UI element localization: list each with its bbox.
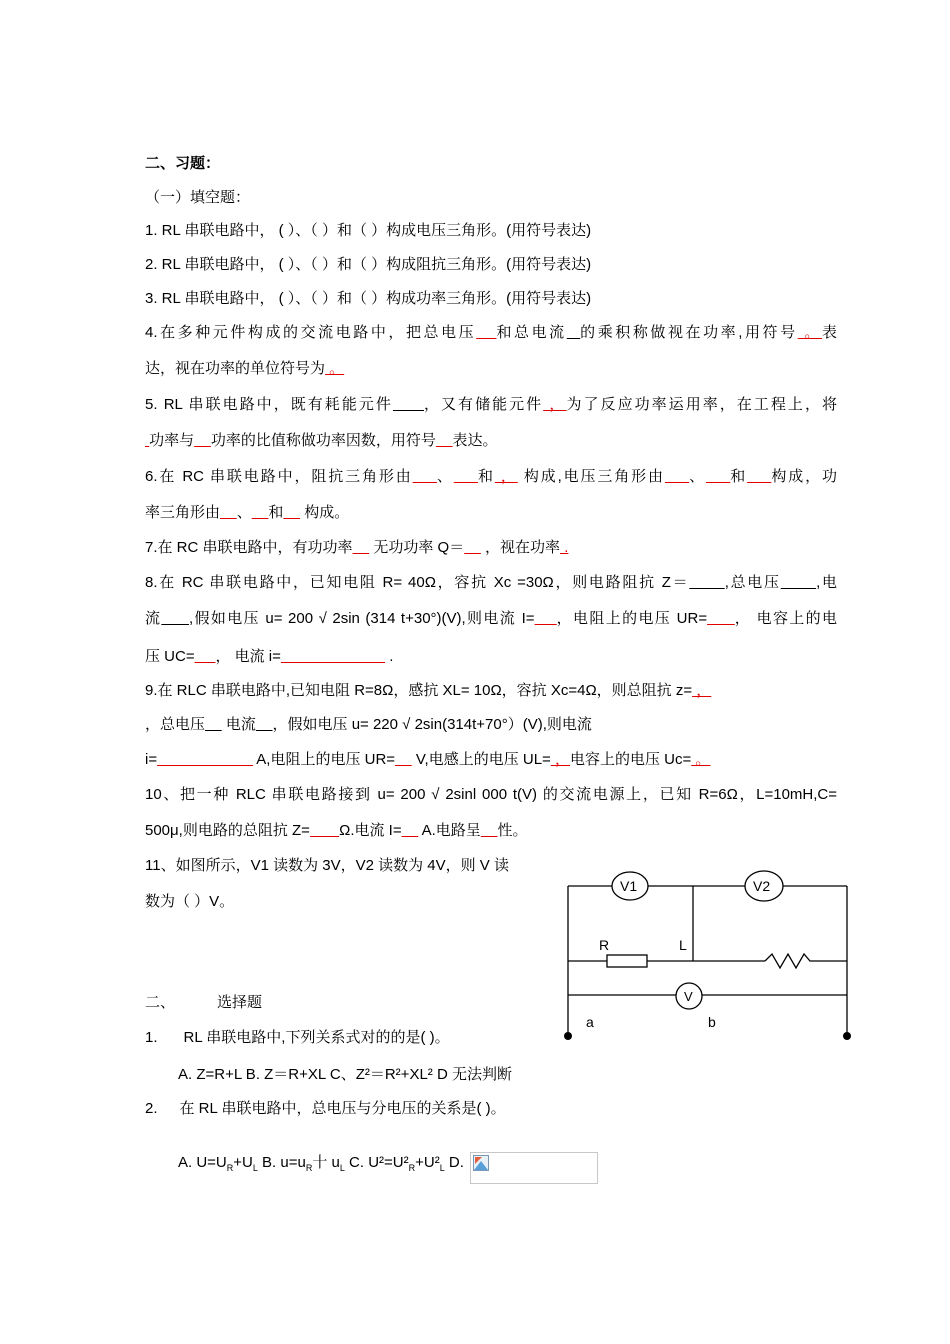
choice-question-2: 2. 在 RL 串联电路中，总电压与分电压的关系是( )。 (145, 1100, 506, 1117)
question-7: 7.在 RC 串联电路中，有功功率 无功功率 Q＝ ，视在功率 . (145, 539, 569, 556)
question-11-line2: 数为（ ）V。 (145, 893, 235, 910)
question-4-line1: 4.在多种元件构成的交流电路中，把总电压 和总电流 的乘积称做视在功率,用符号 。表 (145, 324, 837, 341)
blank-apparent-power-unit: 。 (325, 360, 345, 377)
question-10-line2: 500μ,则电路的总阻抗 Z= Ω.电流 I= A.电路呈 性。 (145, 822, 528, 839)
question-9-line1: 9.在 RLC 串联电路中,已知电阻 R=8Ω，感抗 XL= 10Ω，容抗 Xc=4Ω，则总阻抗 z= ， (145, 682, 712, 699)
question-3: 3. RL 串联电路中， ( ）、（ ）和（ ）构成功率三角形。(用符号表达) (145, 290, 592, 307)
v-label: V (684, 989, 693, 1004)
l-label: L (679, 937, 687, 953)
r-label: R (599, 937, 610, 953)
fill-blank-title: （一）填空题： (145, 189, 251, 206)
blank-apparent-power-symbol: 。 (797, 324, 822, 341)
question-9-line3: i= A,电阻上的电压 UR= V,电感上的电压 UL= ，电容上的电压 Uc= 。 (145, 751, 711, 768)
broken-image-placeholder (470, 1152, 598, 1184)
resistor-r (607, 955, 647, 967)
circuit-diagram (560, 865, 855, 1050)
question-8-line1: 8.在 RC 串联电路中，已知电阻 R= 40Ω，容抗 Xc =30Ω，则电路阻抗 Z＝ ,总电压 ,电 (145, 574, 838, 591)
question-6-line2: 率三角形由 、 和 构成。 (145, 504, 350, 521)
broken-image-icon (473, 1155, 489, 1171)
choice-2-options: A. $U=U_R+U_L$ B. $u=u_R$十 $u_L$ C. $U^2=U^2_R+U^2_L$ D. (178, 1154, 464, 1173)
question-11-line1: 11、如图所示，V1 读数为 3V，V2 读数为 4V，则 V 读 (145, 857, 509, 874)
choice-1-options: A. Z=R+L B. Z＝R+XL C、Z²＝R²+XL² D 无法判断 (178, 1066, 512, 1083)
choice-section-title: 二、 选择题 (145, 994, 263, 1011)
inductor-l (765, 954, 815, 968)
v1-label: V1 (620, 878, 638, 894)
question-8-line3: 压 UC= ， 电流 i= . (145, 648, 394, 665)
section-title: 二、习题： (145, 155, 221, 172)
terminal-a (564, 1032, 572, 1040)
v2-label: V2 (753, 878, 771, 894)
b-label: b (708, 1014, 716, 1030)
question-2: 2. RL 串联电路中， ( ）、（ ）和（ ）构成阻抗三角形。(用符号表达) (145, 256, 592, 273)
question-5-line1: 5. RL 串联电路中，既有耗能元件 ，又有储能元件 ，为了反应功率运用率，在工程上，将 (145, 396, 837, 413)
terminal-b (843, 1032, 851, 1040)
question-1: 1. RL 串联电路中， ( ）、（ ）和（ ）构成电压三角形。(用符号表达) (145, 222, 592, 239)
a-label: a (586, 1014, 594, 1030)
choice-question-1: 1. RL 串联电路中,下列关系式对的的是( )。 (145, 1029, 450, 1046)
question-4-line2: 达，视在功率的单位符号为 。 (145, 360, 345, 377)
question-5-line2: 功率与 功率的比值称做功率因数，用符号 表达。 (149, 432, 498, 449)
question-9-line2: ，总电压 电流 ，假如电压 u= 220 √ 2sin(314t+70°）(V),则电流 (145, 716, 592, 733)
question-8-line2: 流 ,假如电压 u= 200 √ 2sin (314 t+30°)(V),则电流 I= ，电阻上的电压 UR= ， 电容上的电 (145, 610, 838, 627)
question-10-line1: 10、把一种 RLC 串联电路接到 u= 200 √ 2sinl 000 t(V) 的交流电源上，已知 R=6Ω，L=10mH,C= (145, 786, 837, 803)
question-6-line1: 6.在 RC 串联电路中，阻抗三角形由 、 和 ， 构成,电压三角形由 、 和 构成，功 (145, 468, 837, 485)
